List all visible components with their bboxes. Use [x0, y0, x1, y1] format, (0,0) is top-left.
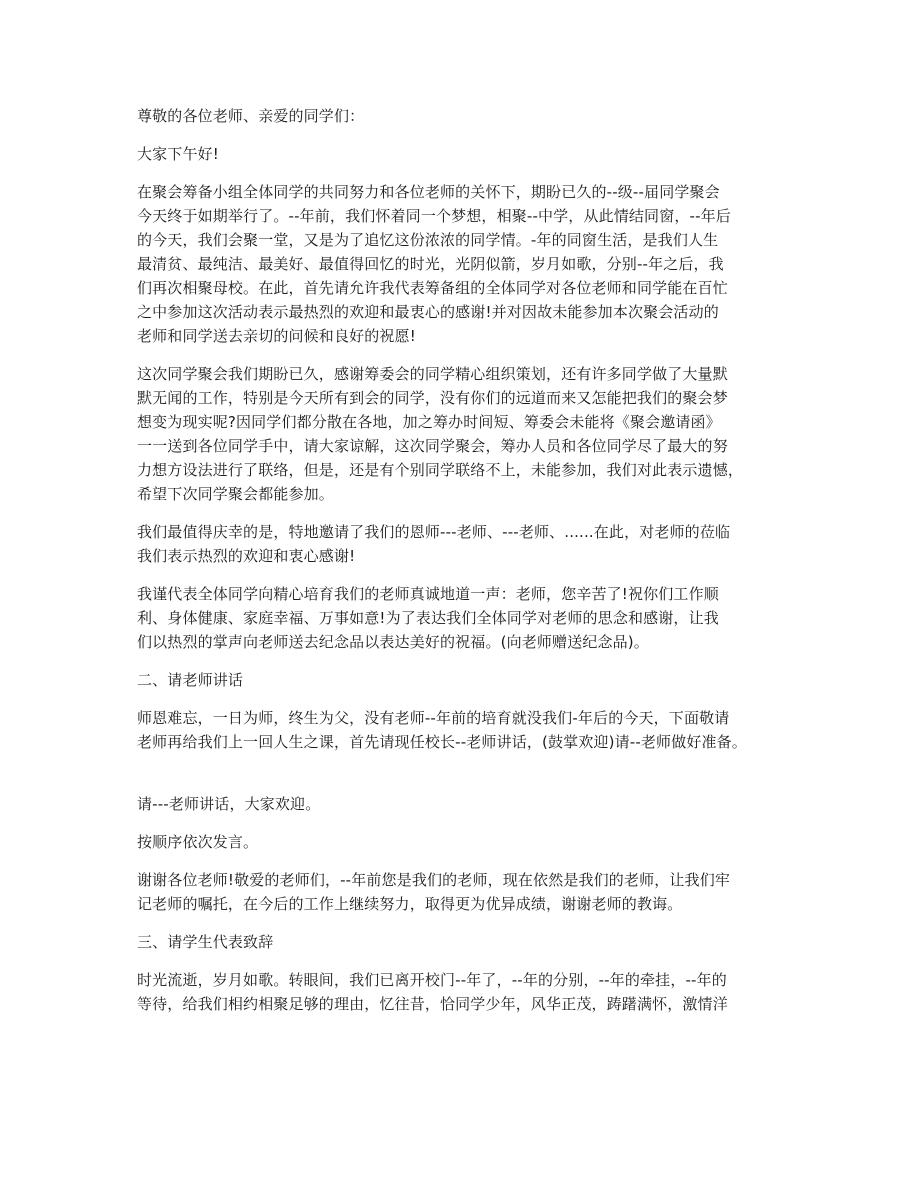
paragraph-invite-speech	[137, 792, 797, 816]
salutation-text: 大家下午好!	[137, 145, 219, 163]
text-line: 师恩难忘，一日为师，终生为父，没有老师--年前的培育就没我们-年后的今天，下面敬请	[137, 709, 730, 727]
text-line: 请---老师讲话，大家欢迎。	[137, 795, 321, 813]
text-line: 我们表示热烈的欢迎和衷心感谢!	[137, 547, 356, 565]
section-heading-text: 三、请学生代表致辞	[137, 933, 274, 951]
text-line: 老师和同学送去亲切的问候和良好的祝愿!	[137, 327, 416, 345]
salutation	[137, 142, 797, 166]
text-line: 们再次相聚母校。在此，首先请允许我代表筹备组的全体同学对各位老师和同学能在百忙	[137, 279, 728, 297]
text-line: 利、身体健康、家庭幸福、万事如意!为了表达我们全体同学对老师的思念和感谢，让我	[137, 609, 719, 627]
text-line: 按顺序依次发言。	[137, 833, 259, 851]
text-line: 我们最值得庆幸的是，特地邀请了我们的恩师---老师、---老师、......在此，对老师的莅临	[137, 523, 731, 541]
paragraph-thank-teachers	[137, 868, 797, 916]
text-line: 力想方设法进行了联络，但是，还是有个别同学联络不上，未能参加，我们对此表示遗憾，	[137, 461, 744, 479]
text-line: 时光流逝，岁月如歌。转眼间，我们已离开校门--年了，--年的分别，--年的牵挂，--年的	[137, 971, 727, 989]
text-line: 谢谢各位老师!敬爱的老师们，--年前您是我们的老师，现在依然是我们的老师，让我们牢	[137, 871, 730, 889]
paragraph-welcome	[137, 180, 797, 348]
text-line: 之中参加这次活动表示最热烈的欢迎和最衷心的感谢!并对因故未能参加本次聚会活动的	[137, 303, 719, 321]
paragraph-speaking-order	[137, 830, 797, 854]
paragraph-student-speech	[137, 968, 797, 1016]
paragraph-invited-teachers	[137, 520, 797, 568]
greeting	[137, 104, 797, 128]
document-body	[137, 104, 797, 1016]
paragraph-teacher-speech	[137, 706, 797, 754]
text-line: 这次同学聚会我们期盼已久，感谢筹委会的同学精心组织策划，还有许多同学做了大量默	[137, 365, 728, 383]
text-line: 默无闻的工作，特别是今天所有到会的同学，没有你们的远道而来又怎能把我们的聚会梦	[137, 389, 728, 407]
text-line: 一一送到各位同学手中，请大家谅解，这次同学聚会，筹办人员和各位同学尽了最大的努	[137, 437, 728, 455]
paragraph-gratitude	[137, 582, 797, 654]
text-line: 希望下次同学聚会都能参加。	[137, 485, 334, 503]
text-line: 等待，给我们相约相聚足够的理由，忆往昔，恰同学少年，风华正茂，踌躇满怀，激情洋	[137, 995, 728, 1013]
paragraph-thanks-committee	[137, 362, 797, 506]
text-line: 最清贫、最纯洁、最美好、最值得回忆的时光，光阴似箭，岁月如歌，分别--年之后，我	[137, 255, 724, 273]
text-line: 们以热烈的掌声向老师送去纪念品以表达美好的祝福。(向老师赠送纪念品)。	[137, 633, 649, 651]
text-line: 我谨代表全体同学向精心培育我们的老师真诚地道一声：老师，您辛苦了!祝你们工作顺	[137, 585, 719, 603]
section-heading-student-speech	[137, 930, 797, 954]
text-line: 在聚会筹备小组全体同学的共同努力和各位老师的关怀下，期盼已久的--级--届同学聚会	[137, 183, 720, 201]
text-line: 今天终于如期举行了。--年前，我们怀着同一个梦想，相聚--中学，从此情结同窗，--年后	[137, 207, 731, 225]
section-heading-text: 二、请老师讲话	[137, 671, 244, 689]
section-heading-teacher-speech	[137, 668, 797, 692]
greeting-text: 尊敬的各位老师、亲爱的同学们：	[137, 107, 365, 125]
text-line: 记老师的嘱托，在今后的工作上继续努力，取得更为优异成绩，谢谢老师的教诲。	[137, 895, 683, 913]
text-line: 的今天，我们会聚一堂，又是为了追忆这份浓浓的同学情。-年的同窗生活，是我们人生	[137, 231, 719, 249]
text-line: 老师再给我们上一回人生之课，首先请现任校长--老师讲话，(鼓掌欢迎)请--老师做好准备。	[137, 733, 747, 751]
text-line: 想变为现实呢?因同学们都分散在各地，加之筹办时间短、筹委会未能将《聚会邀请函》	[137, 413, 721, 431]
